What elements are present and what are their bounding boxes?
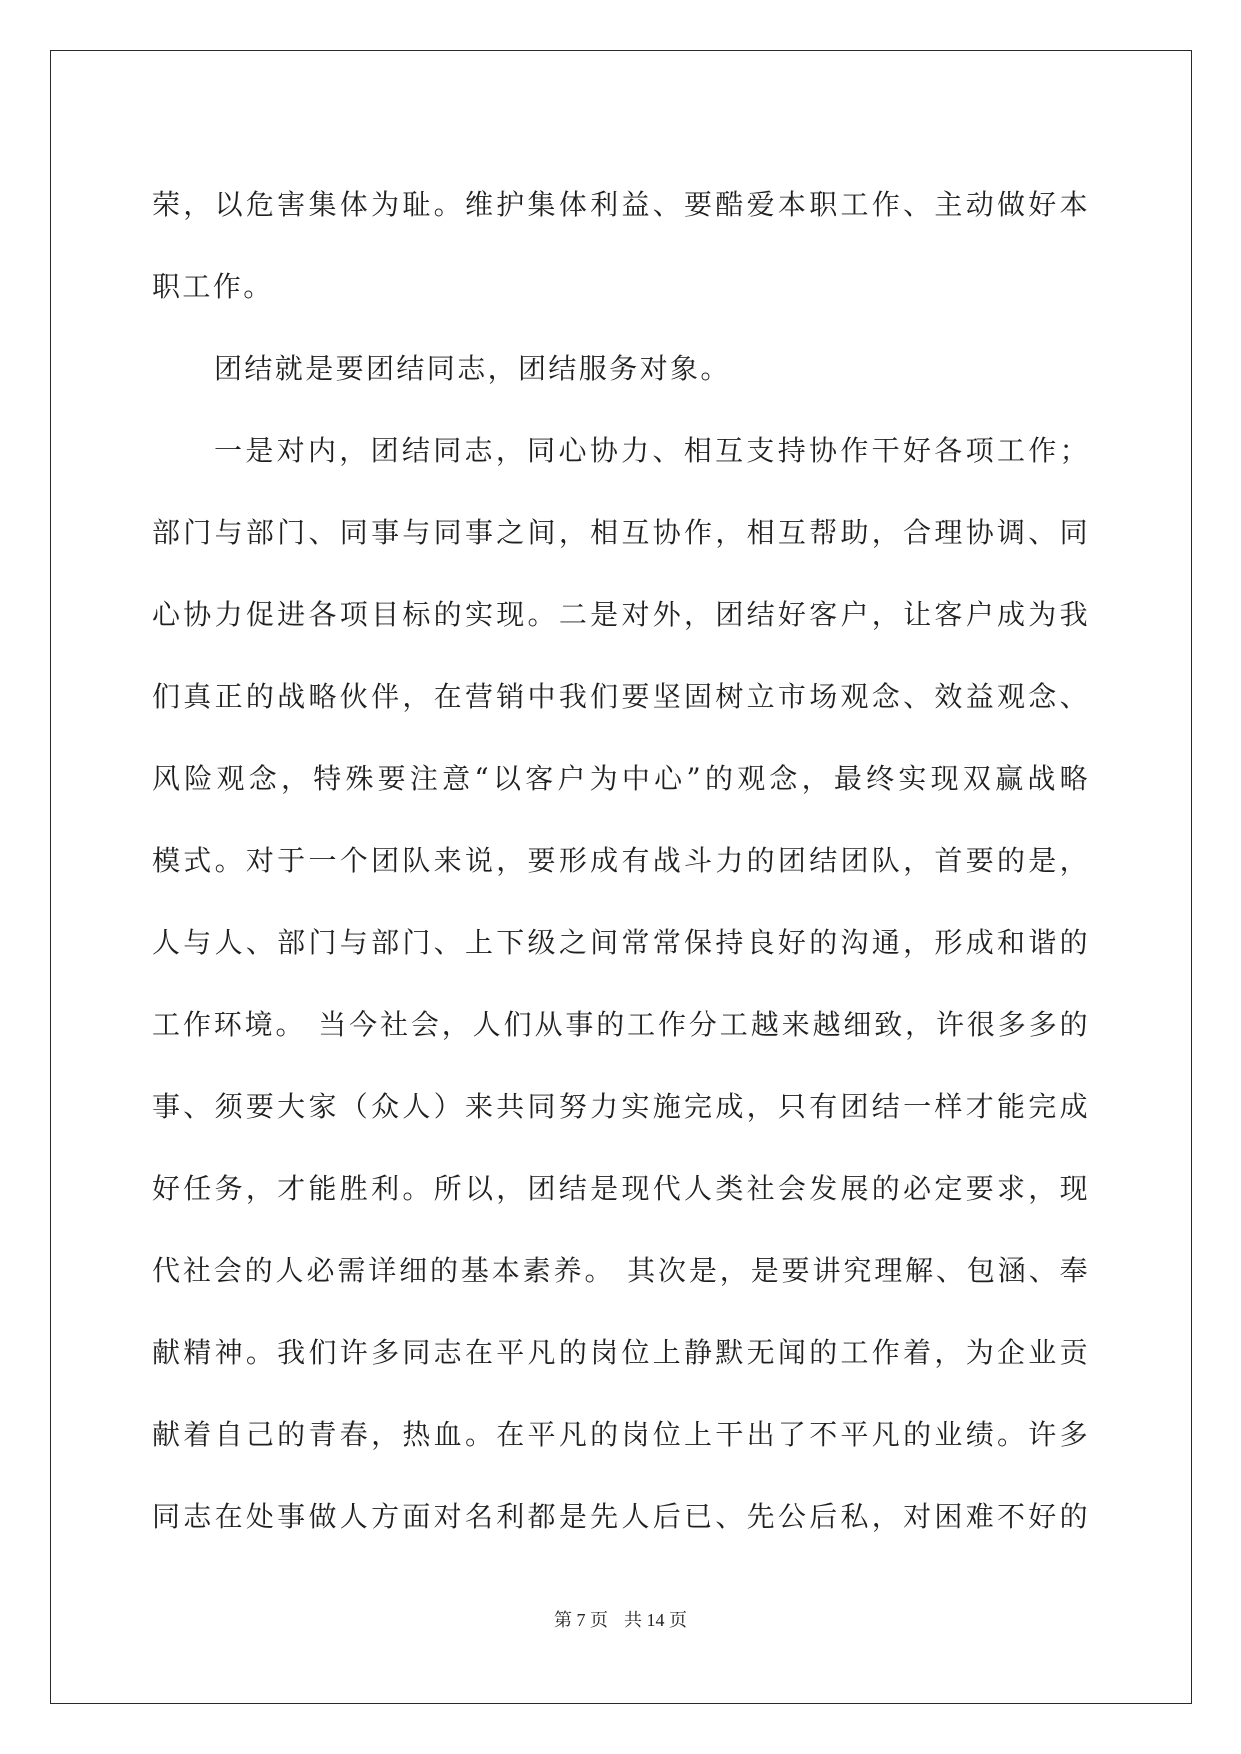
page-number: 第 7 页 — [554, 1610, 608, 1630]
text-line: 事、须要大家（众人）来共同努力实施完成，只有团结一样才能完成 — [152, 1090, 1090, 1123]
text-line: 部门与部门、同事与同事之间，相互协作，相互帮助，合理协调、同 — [152, 516, 1090, 549]
text-line: 模式。对于一个团队来说，要形成有战斗力的团结团队，首要的是， — [152, 844, 1090, 877]
document-body — [152, 164, 1090, 1558]
page-total: 共 14 页 — [624, 1610, 687, 1630]
text-line: 荣，以危害集体为耻。维护集体利益、要酷爱本职工作、主动做好本 — [152, 188, 1090, 221]
text-line: 工作环境。 当今社会，人们从事的工作分工越来越细致，许很多多的 — [152, 1008, 1090, 1041]
text-line: 代社会的人必需详细的基本素养。 其次是，是要讲究理解、包涵、奉 — [152, 1254, 1090, 1287]
text-line: 心协力促进各项目标的实现。二是对外，团结好客户，让客户成为我 — [152, 598, 1090, 631]
text-line: 们真正的战略伙伴，在营销中我们要坚固树立市场观念、效益观念、 — [152, 680, 1090, 713]
text-line: 献精神。我们许多同志在平凡的岗位上静默无闻的工作着，为企业贡 — [152, 1336, 1090, 1369]
text-line: 风险观念，特殊要注意“以客户为中心”的观念，最终实现双赢战略 — [152, 762, 1090, 795]
text-line: 人与人、部门与部门、上下级之间常常保持良好的沟通，形成和谐的 — [152, 926, 1090, 959]
text-line: 一是对内，团结同志，同心协力、相互支持协作干好各项工作； — [214, 434, 1090, 467]
text-line: 职工作。 — [152, 270, 274, 303]
text-line: 好任务，才能胜利。所以，团结是现代人类社会发展的必定要求，现 — [152, 1172, 1090, 1205]
page-footer — [0, 1606, 1241, 1632]
text-line: 同志在处事做人方面对名利都是先人后已、先公后私，对困难不好的 — [152, 1500, 1090, 1533]
text-line: 团结就是要团结同志，团结服务对象。 — [214, 352, 731, 385]
text-line: 献着自己的青春，热血。在平凡的岗位上干出了不平凡的业绩。许多 — [152, 1418, 1090, 1451]
